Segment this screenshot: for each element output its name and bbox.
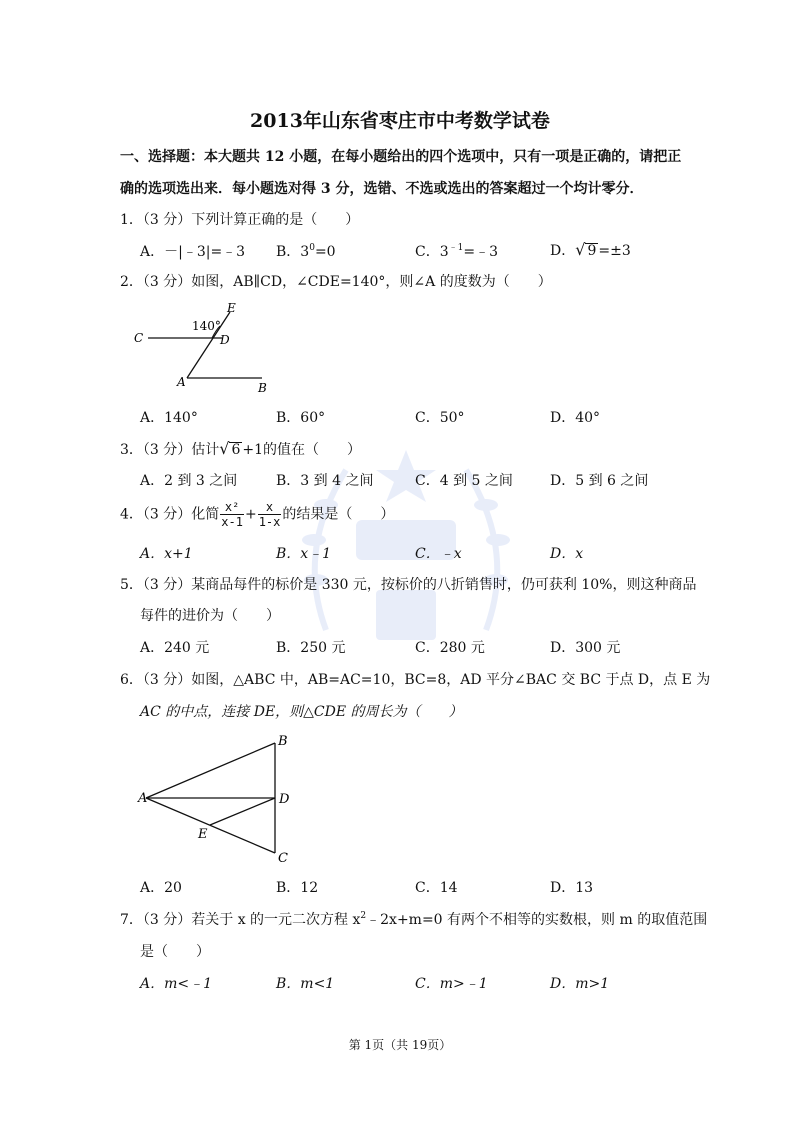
q1-option-c: C．$3^{﹣1}=﹣3$: [415, 243, 498, 260]
q4-fraction-2: $\frac{x}{1-x}$: [258, 500, 281, 529]
q4-fraction-1: $\frac{\text{x²}}{x-1}$: [221, 500, 243, 529]
q4-option-d: D．x: [550, 546, 584, 562]
q6-figure: [132, 728, 302, 868]
q2-label-angle: 140°: [192, 319, 221, 333]
q7-option-b: B．m<1: [276, 976, 335, 992]
question-1-stem: 1．（3 分）下列计算正确的是（ ）: [120, 212, 360, 228]
q2-figure: [132, 300, 282, 396]
q6-option-c: C．14: [415, 880, 458, 896]
q1-option-a: A．－|﹣3|=﹣3: [140, 244, 246, 260]
q3-option-a: A．2 到 3 之间: [140, 473, 238, 489]
q2-label-a: A: [177, 375, 186, 389]
q6-label-e: E: [198, 827, 208, 842]
page-title: 2013年山东省枣庄市中考数学试卷: [250, 110, 550, 132]
q7-option-d: D．m>1: [550, 976, 610, 992]
q4-option-b: B．x﹣1: [276, 546, 332, 562]
q6-option-b: B．12: [276, 880, 319, 896]
page-footer: 第 1页（共 19页）: [348, 1038, 452, 1052]
q4-option-c: C．﹣x: [415, 546, 462, 562]
q6-label-a: A: [138, 791, 148, 806]
question-5-line2: 每件的进价为（ ）: [140, 608, 280, 624]
q3-option-c: C．4 到 5 之间: [415, 473, 513, 489]
question-4-stem: 4．（3 分）化简 $\frac{\text{x²}}{x-1}$ + $\frac{x}{1-x}$ 的结果是（ ）: [120, 500, 395, 529]
q7-option-c: C．m>﹣1: [415, 976, 488, 992]
question-7-line1: 7．（3 分）若关于 x 的一元二次方程 $x^2﹣2x+m=0$ 有两个不相等的实数根，则 m 的取值范围: [120, 911, 708, 928]
q3-option-b: B．3 到 4 之间: [276, 473, 374, 489]
question-5-line1: 5．（3 分）某商品每件的标价是 330 元，按标价的八折销售时，仍可获利 10%，则这种商品: [120, 577, 697, 593]
question-6-line1: 6．（3 分）如图，△ABC 中，AB=AC=10，BC=8，AD 平分∠BAC 交 BC 于点 D，点 E 为: [120, 672, 711, 688]
q2-label-b: B: [258, 381, 267, 395]
q6-option-a: A．20: [140, 880, 182, 896]
section-header-line1: 一、选择题：本大题共 12 小题，在每小题给出的四个选项中，只有一项是正确的，请把正: [120, 149, 682, 165]
section-header-line2: 确的选项选出来．每小题选对得 3 分，选错、不选或选出的答案超过一个均计零分．: [120, 181, 644, 197]
q2-option-d: D．40°: [550, 410, 601, 426]
q6-label-d: D: [279, 792, 290, 807]
q6-label-b: B: [278, 734, 288, 749]
q1-option-d: D．√ 9 =±3: [550, 240, 631, 259]
question-2-stem: 2．（3 分）如图，AB∥CD，∠CDE=140°，则∠A 的度数为（ ）: [120, 274, 552, 290]
q7-option-a: A．m<﹣1: [140, 976, 213, 992]
question-3-stem: 3．（3 分）估计√ 6 +1的值在（ ）: [120, 439, 362, 458]
q5-option-a: A．240 元: [140, 640, 210, 656]
q2-label-d: D: [220, 333, 230, 347]
q3-option-d: D．5 到 6 之间: [550, 473, 649, 489]
question-7-line2: 是（ ）: [140, 944, 210, 960]
q2-option-a: A．140°: [140, 410, 198, 426]
q4-option-a: A．x+1: [140, 546, 193, 562]
q5-option-b: B．250 元: [276, 640, 346, 656]
q6-option-d: D．13: [550, 880, 594, 896]
q5-option-d: D．300 元: [550, 640, 621, 656]
q5-option-c: C．280 元: [415, 640, 485, 656]
q2-label-c: C: [134, 331, 144, 345]
question-6-line2: AC 的中点，连接 DE，则△CDE 的周长为（ ）: [140, 704, 463, 720]
q6-label-c: C: [278, 851, 288, 866]
q1-option-b: B．$3^0=0$: [276, 243, 336, 260]
q2-option-c: C．50°: [415, 410, 465, 426]
q2-option-b: B．60°: [276, 410, 326, 426]
q2-label-e: E: [227, 301, 236, 315]
